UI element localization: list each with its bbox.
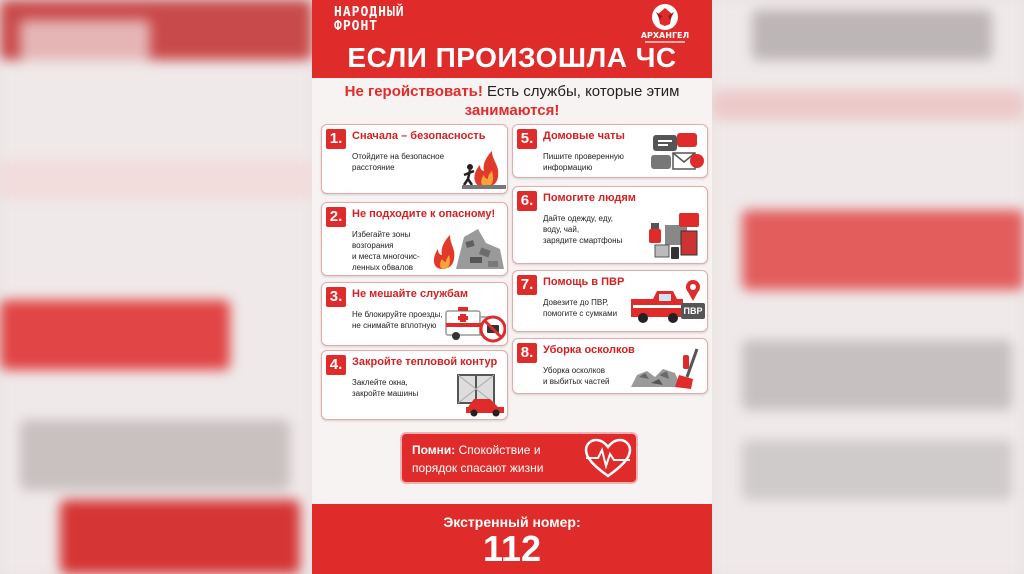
card-debris-cleanup: 8. Уборка осколков Уборка осколков и выбитых частей (512, 338, 708, 394)
ambulance-no-camera-icon (444, 305, 506, 345)
vehicle-pvr-icon (629, 277, 705, 329)
card-house-chats: 5. Домовые чаты Пишите проверенную информацию (512, 124, 708, 178)
heartbeat-icon (584, 438, 632, 480)
card-close-heat-contour: 4. Закройте тепловой контур Заклейте окна, закройте машины (321, 350, 508, 420)
debris-broom-icon (629, 347, 705, 391)
card-avoid-danger: 2. Не подходите к опасному! Избегайте зоны возгорания и места многочис- ленных обвалов (321, 202, 508, 276)
card-safety-first: 1. Сначала – безопасность Отойдите на безопасное расстояние (321, 124, 508, 194)
card-help-people: 6. Помогите людям Дайте одежду, еду, воду, чай, зарядите смартфоны (512, 186, 708, 264)
card-do-not-disturb-services: 3. Не мешайте службам Не блокируйте проезды, не снимайте вплотную (321, 282, 508, 346)
blurred-background-left (0, 0, 312, 574)
emergency-number-footer (312, 504, 712, 574)
pvr-sign-label: ПВР (683, 306, 703, 316)
window-car-icon (454, 373, 506, 417)
emergency-number: 112 (482, 528, 542, 569)
card-pvr-help: 7. Помощь в ПВР Довезите до ПВР, помогите с сумками ПВР (512, 270, 708, 332)
collapsed-building-fire-icon (426, 219, 506, 275)
poster-header (312, 0, 712, 78)
fire-escape-icon (462, 147, 506, 191)
emergency-number-label: Экстренный номер: (443, 514, 581, 530)
brand-logo: НАРОДНЫЙ ФРОНТ (334, 5, 405, 34)
archangel-logo: АРХАНГЕЛ (634, 4, 696, 43)
page-title: ЕСЛИ ПРОИЗОШЛА ЧС (347, 42, 677, 73)
reminder-banner: Помни: Спокойствие и порядок спасают жизни (400, 432, 638, 484)
subtitle: Не геройствовать! Есть службы, которые этим занимаются! (344, 83, 680, 119)
blurred-background-right (712, 0, 1024, 574)
supplies-icon (645, 205, 705, 261)
chat-messages-icon (649, 131, 705, 175)
poster (312, 0, 712, 574)
archangel-emblem-icon (652, 4, 678, 30)
